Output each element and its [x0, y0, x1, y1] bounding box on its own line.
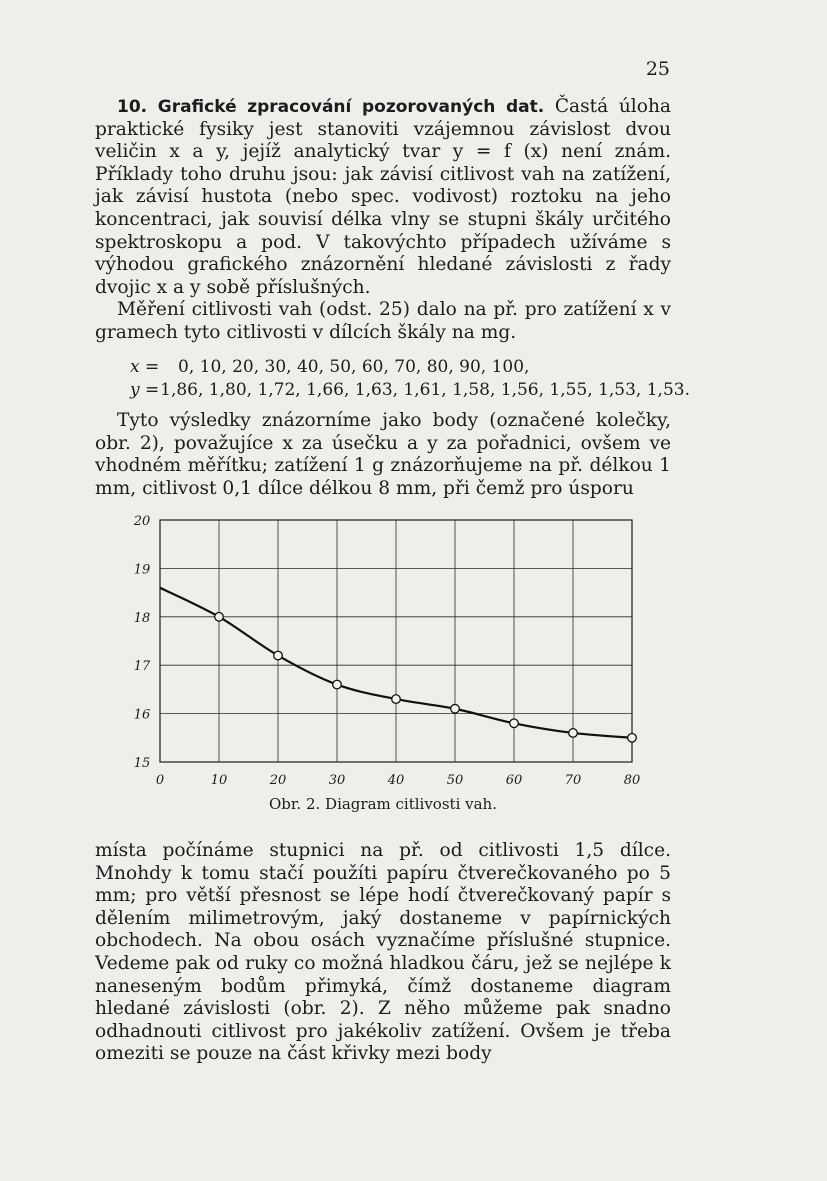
data-row-x	[130, 356, 690, 379]
y-values: 1,86, 1,80, 1,72, 1,66, 1,63, 1,61, 1,58, 1,56, 1,55, 1,53, 1,53.	[160, 380, 690, 400]
x-tick-label: 50	[446, 773, 464, 788]
x-tick-label: 60	[505, 773, 523, 788]
data-point	[274, 651, 283, 660]
x-tick-label: 20	[269, 773, 287, 788]
x-tick-label: 80	[623, 773, 641, 788]
y-tick-label: 15	[133, 756, 151, 771]
x-tick-label: 30	[328, 773, 346, 788]
paragraph-results: Tyto výsledky znázorníme jako body (označené kolečky, obr. 2), považujíce x za úsečku a y za pořadnici, ovšem ve vhodném měřítku; zatížení 1 g znázorňujeme na př. délkou 1 mm, citlivost 0,1 dílce délkou 8 mm, při čemž pro úsporu	[95, 410, 671, 499]
section-number: 10.	[117, 97, 148, 117]
chart-svg	[120, 510, 660, 810]
data-point	[628, 734, 637, 743]
x-tick-label: 0	[155, 773, 165, 788]
figure-diagram	[120, 510, 660, 810]
paragraph-intro	[95, 96, 671, 299]
data-point	[569, 729, 578, 738]
x-values: 0, 10, 20, 30, 40, 50, 60, 70, 80, 90, 100,	[178, 357, 530, 377]
figure-caption: Obr. 2. Diagram citlivosti vah.	[269, 795, 497, 813]
section-title: Grafické zpracování pozorovaných dat.	[157, 97, 545, 117]
paragraph-measurement: Měření citlivosti vah (odst. 25) dalo na př. pro zatížení x v gramech tyto citlivosti v dílcích škály na mg.	[95, 299, 671, 343]
x-tick-label: 70	[564, 773, 582, 788]
page-number: 25	[645, 58, 670, 80]
data-table	[130, 356, 690, 402]
data-point	[451, 704, 460, 713]
section-text-middle	[95, 410, 671, 500]
paragraph-intro-text: Častá úloha praktické fysiky jest stanoviti vzájemnou závislost dvou veličin x a y, jejíž analytický tvar y = f (x) není znám. Příklady toho druhu jsou: jak závisí citlivost vah na zatížení, jak závisí hustota (nebo spec. vodivost) roztoku na jeho koncentraci, jak souvisí délka vlny se stupni škály určitého spektroskopu a pod. V takovýchto případech užíváme s výhodou grafického znázornění hledané závislosti z řady dvojic x a y sobě příslušných.	[95, 96, 671, 298]
section-text-top	[95, 96, 671, 345]
data-row-y	[130, 379, 690, 402]
data-point	[510, 719, 519, 728]
section-text-bottom	[95, 840, 671, 1066]
y-tick-label: 16	[133, 707, 151, 723]
data-point	[215, 613, 224, 622]
x-tick-label: 40	[387, 773, 405, 788]
y-label: y =	[130, 380, 160, 400]
data-point	[333, 680, 342, 689]
x-tick-label: 10	[210, 773, 228, 788]
y-tick-label: 20	[133, 514, 151, 529]
y-tick-label: 19	[133, 562, 151, 578]
y-tick-label: 18	[133, 610, 151, 626]
y-tick-label: 17	[133, 659, 151, 675]
x-label: x =	[130, 357, 160, 377]
paragraph-continuation: místa počínáme stupnici na př. od citlivosti 1,5 dílce. Mnohdy k tomu stačí použíti papíru čtverečkovaného po 5 mm; pro větší přesnost se lépe hodí čtverečkovaný papír s dělením milimetrovým, jaký dostaneme v papírnických obchodech. Na obou osách vyznačíme příslušné stupnice. Vedeme pak od ruky co možná hladkou čáru, jež se nejlépe k naneseným bodům přimyká, čímž dostaneme diagram hledané závislosti (obr. 2). Z něho můžeme pak snadno odhadnouti citlivost pro jakékoliv zatížení. Ovšem je třeba omeziti se pouze na část křivky mezi body	[95, 840, 671, 1065]
data-point	[392, 695, 401, 704]
